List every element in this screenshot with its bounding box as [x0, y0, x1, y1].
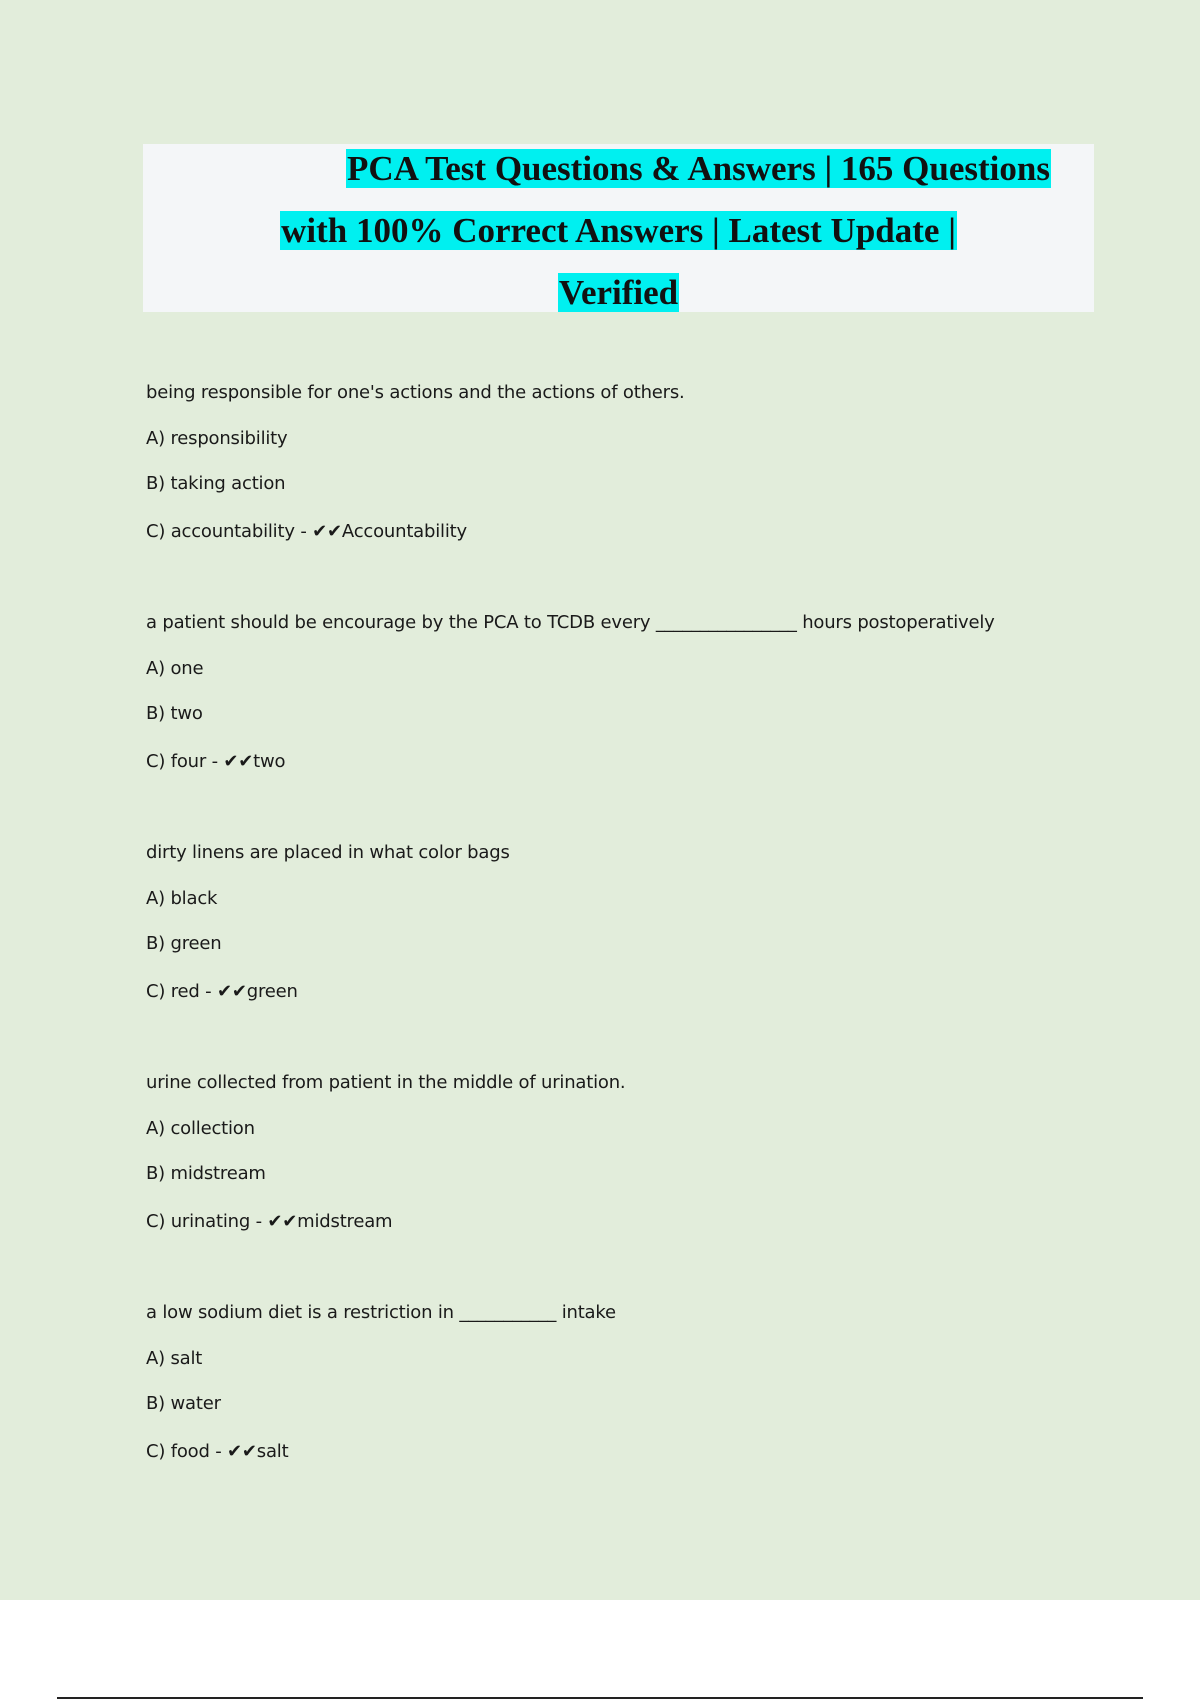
- option-a: A) collection: [146, 1118, 255, 1139]
- option-a: A) one: [146, 658, 204, 679]
- title-line-3: [143, 272, 1094, 314]
- title-line-1: [143, 148, 1094, 190]
- option-b: B) water: [146, 1393, 221, 1414]
- option-a: A) black: [146, 888, 218, 909]
- option-a: A) salt: [146, 1348, 203, 1369]
- option-c-with-answer: C) food - ✔✔salt: [146, 1441, 289, 1462]
- option-b: B) midstream: [146, 1163, 266, 1184]
- option-c-with-answer: C) four - ✔✔two: [146, 751, 286, 772]
- question-text: urine collected from patient in the middle of urination.: [146, 1072, 626, 1093]
- title-line-2-text: with 100% Correct Answers | Latest Update |: [281, 211, 956, 250]
- title-line-3-text: Verified: [558, 273, 679, 312]
- option-b: B) green: [146, 933, 222, 954]
- footer-divider: [57, 1697, 1143, 1699]
- title-box: [143, 144, 1094, 312]
- question-text: dirty linens are placed in what color bags: [146, 842, 510, 863]
- question-text: being responsible for one's actions and the actions of others.: [146, 382, 685, 403]
- option-c-with-answer: C) urinating - ✔✔midstream: [146, 1211, 393, 1232]
- question-text: a low sodium diet is a restriction in ___________ intake: [146, 1302, 616, 1323]
- option-a: A) responsibility: [146, 428, 288, 449]
- question-text: a patient should be encourage by the PCA to TCDB every ________________ hours postoperatively: [146, 612, 995, 633]
- option-b: B) taking action: [146, 473, 286, 494]
- option-b: B) two: [146, 703, 203, 724]
- title-line-2: [143, 210, 1094, 252]
- option-c-with-answer: C) red - ✔✔green: [146, 981, 298, 1002]
- title-line-1-text: PCA Test Questions & Answers | 165 Questions: [347, 149, 1050, 188]
- option-c-with-answer: C) accountability - ✔✔Accountability: [146, 521, 467, 542]
